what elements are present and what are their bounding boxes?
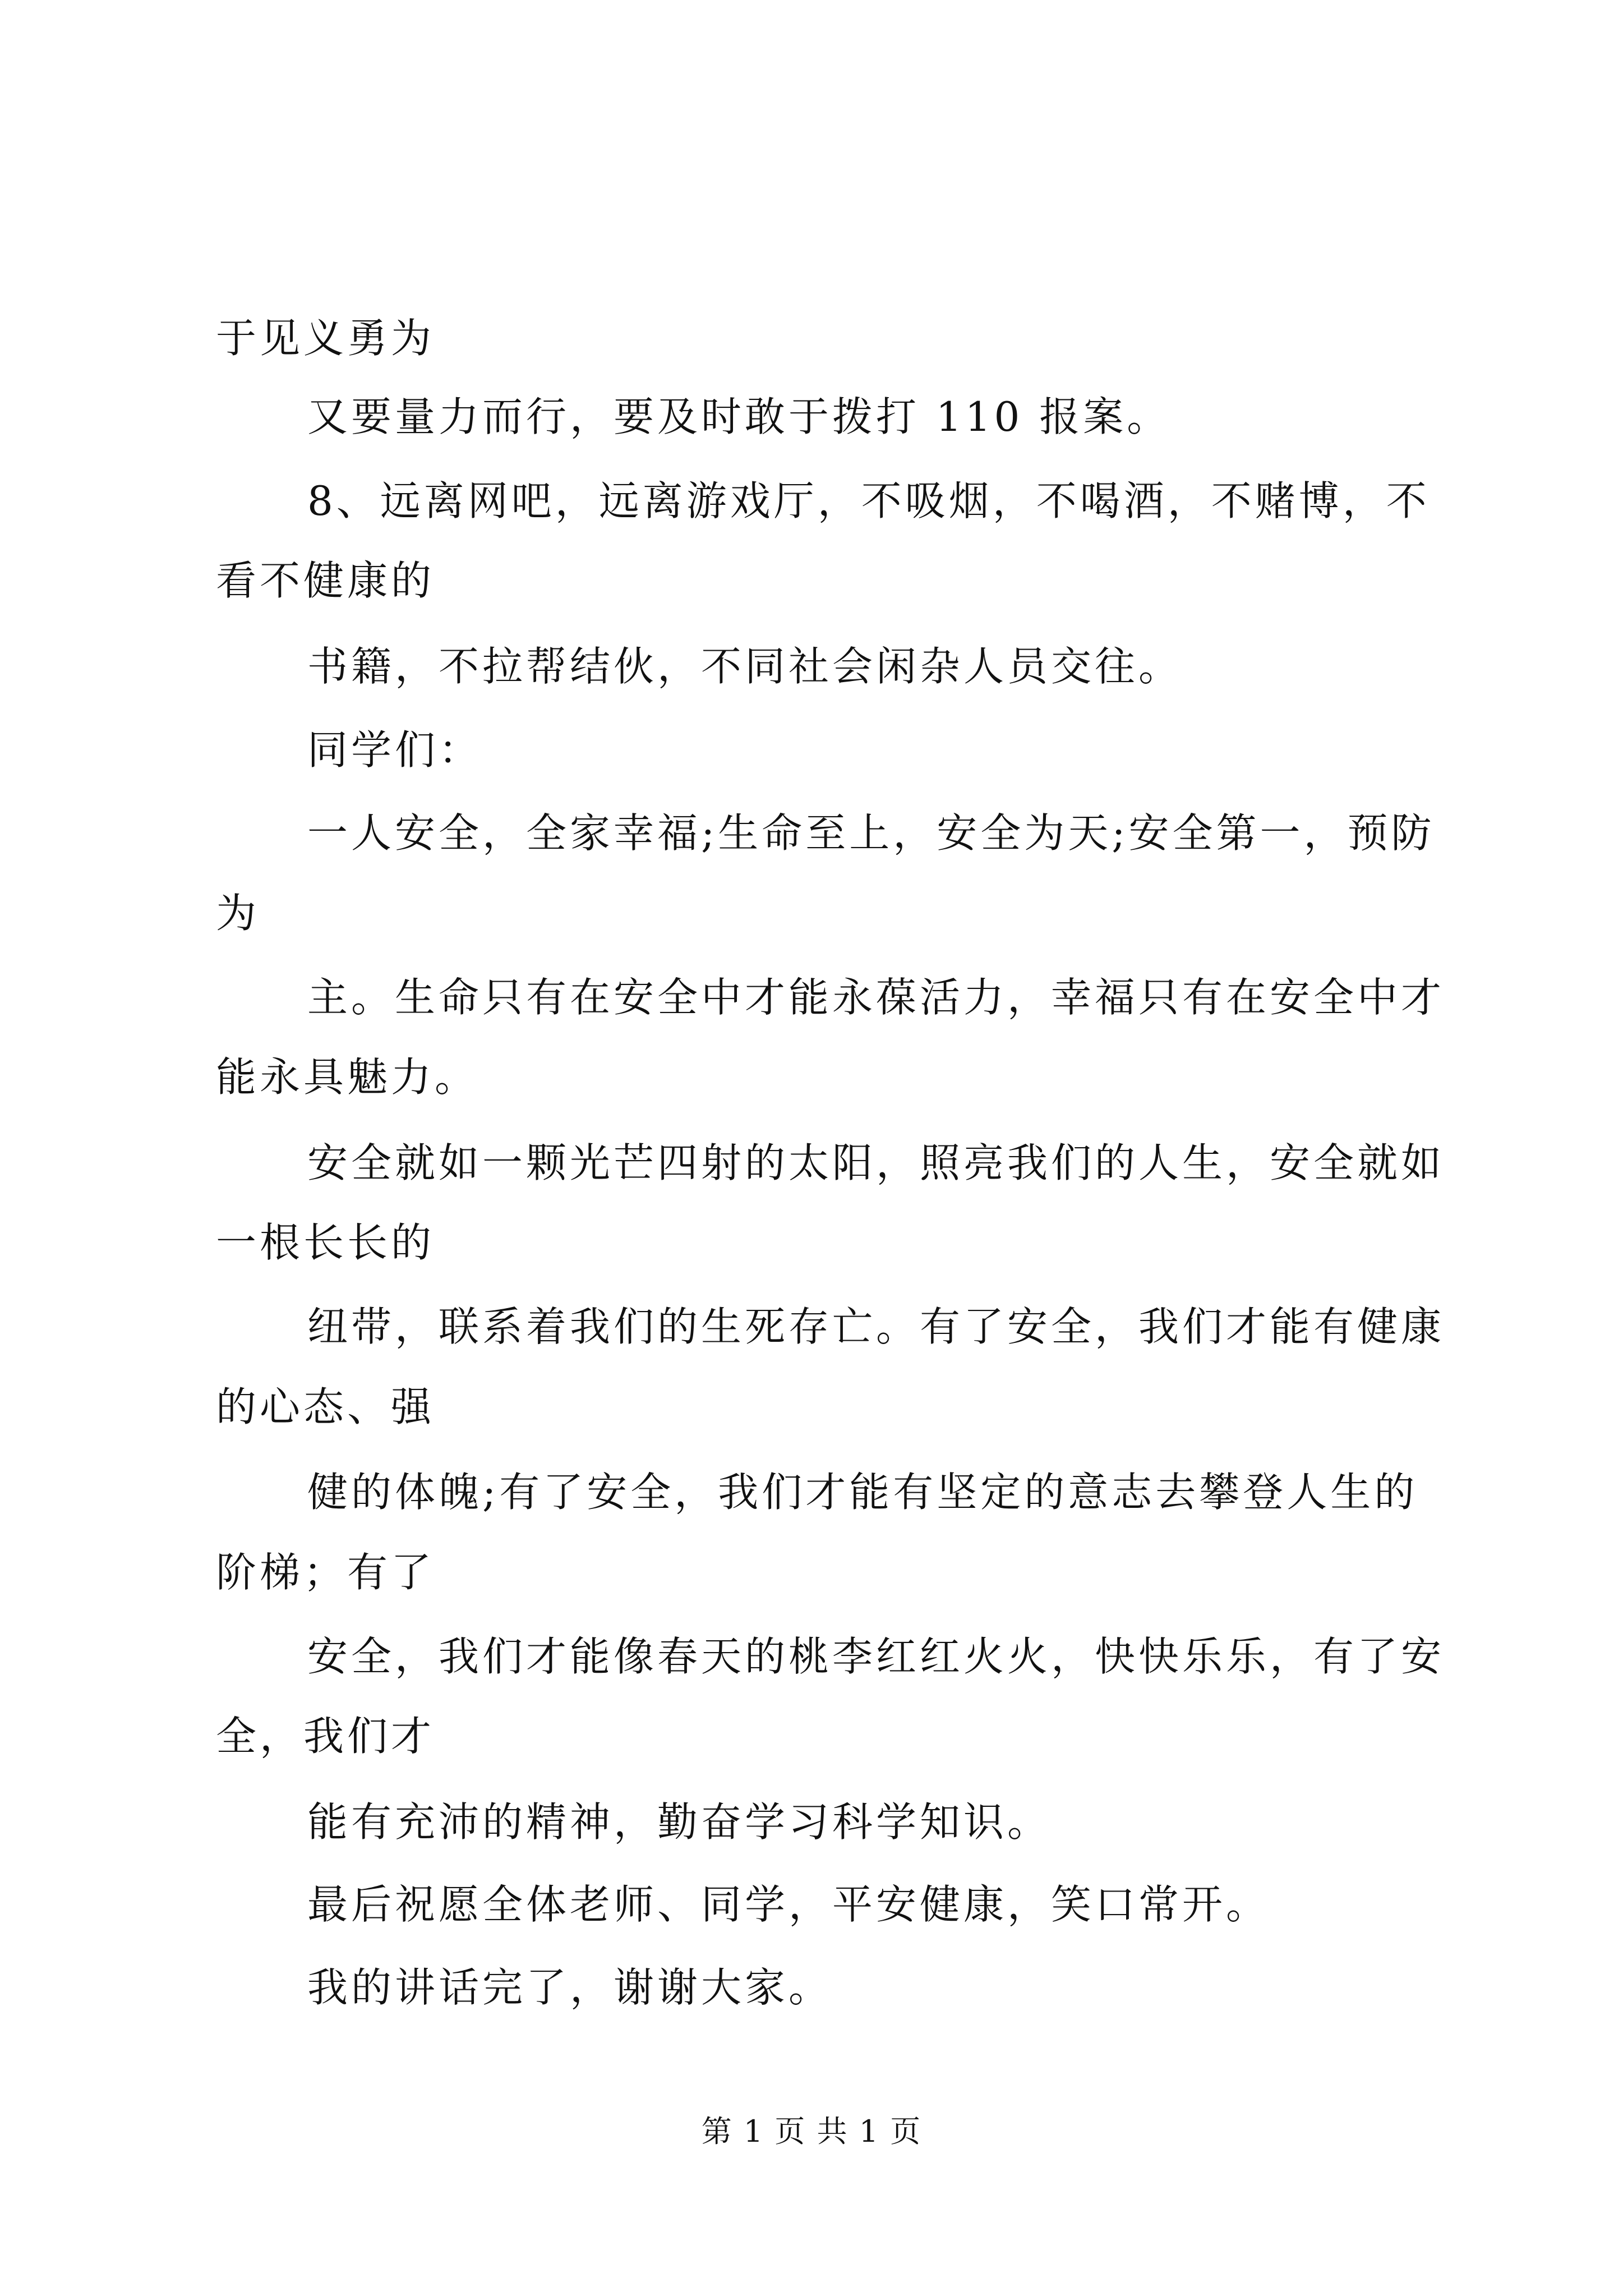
text-line: 我的讲话完了，谢谢大家。 (307, 1964, 833, 2011)
text-line: 健的体魄;有了安全，我们才能有坚定的意志去攀登人生的 (307, 1469, 1418, 1516)
text-line: 同学们： (307, 726, 483, 774)
text-line: 看不健康的 (216, 557, 435, 604)
text-line: 安全，我们才能像春天的桃李红红火火，快快乐乐，有了安 (307, 1633, 1445, 1680)
text-line: 能有充沛的精神，勤奋学习科学知识。 (307, 1798, 1052, 1846)
text-line: 纽带，联系着我们的生死存亡。有了安全，我们才能有健康 (307, 1303, 1445, 1350)
text-line: 8、远离网吧，远离游戏厅，不吸烟，不喝酒，不赌博，不 (307, 477, 1430, 524)
text-line: 阶梯；有了 (216, 1549, 435, 1596)
text-line: 最后祝愿全体老师、同学，平安健康，笑口常开。 (307, 1881, 1270, 1928)
page-number-footer: 第 1 页 共 1 页 (701, 2114, 922, 2149)
text-line: 一人安全，全家幸福;生命至上，安全为天;安全第一，预防 (307, 809, 1435, 857)
text-line: 为 (216, 890, 260, 937)
text-line: 安全就如一颗光芒四射的太阳，照亮我们的人生，安全就如 (307, 1139, 1445, 1186)
text-line: 的心态、强 (216, 1383, 435, 1430)
text-line: 又要量力而行，要及时敢于拨打 110 报案。 (307, 393, 1171, 440)
text-line: 主。生命只有在安全中才能永葆活力，幸福只有在安全中才 (307, 974, 1445, 1021)
text-line: 全，我们才 (216, 1713, 435, 1760)
text-line: 书籍，不拉帮结伙，不同社会闲杂人员交往。 (307, 643, 1183, 690)
text-line: 一根长长的 (216, 1219, 435, 1266)
text-line: 能永具魅力。 (216, 1053, 479, 1101)
text-line: 于见义勇为 (216, 315, 435, 362)
